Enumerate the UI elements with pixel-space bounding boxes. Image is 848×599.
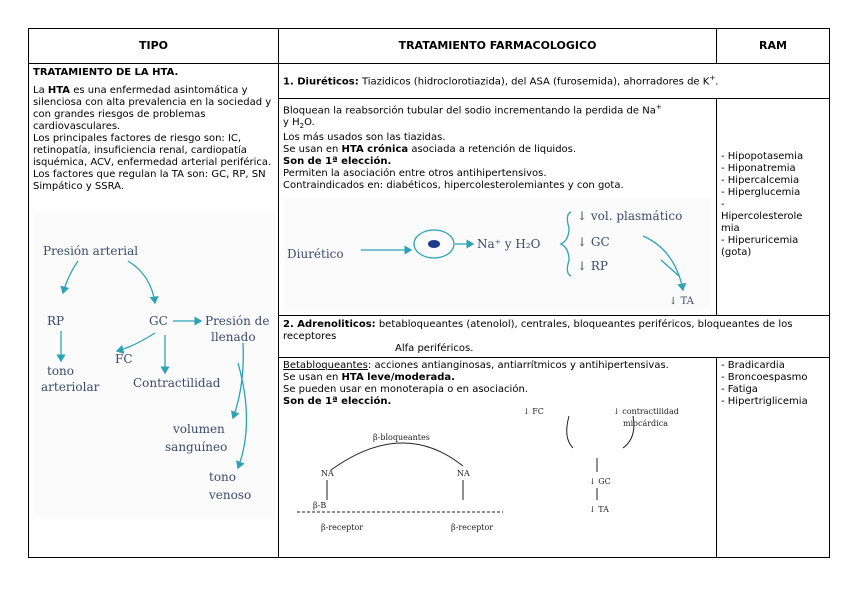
sketch-volumen-2: sanguíneo — [165, 440, 228, 454]
sketch-contractilidad: Contractilidad — [133, 376, 221, 390]
diureticos-line-5: Son de 1ª elección. — [283, 156, 392, 168]
diureticos-body — [279, 99, 717, 316]
diureticos-line-6: Permiten la asociación entre otros antihipertensivos. — [283, 168, 547, 180]
adrenoliticos-ram — [717, 358, 830, 558]
diuretic-sketch — [283, 198, 711, 310]
sketch-contractilidad-1: ↓ contractilidad — [613, 408, 679, 416]
tipo-title: TRATAMIENTO DE LA HTA. — [33, 67, 179, 78]
header-tratamiento: TRATAMIENTO FARMACOLOGICO — [279, 29, 717, 64]
sketch-presion-arterial: Presión arterial — [43, 244, 139, 258]
tipo-paragraph-2: Los principales factores de riesgo son: IC, retinopatía, insuficiencia renal, cardiopatía isquémica, ACV, enfermedad arterial periférica. — [33, 133, 272, 168]
ram-item: - Fatiga — [721, 384, 758, 395]
tipo-paragraph-3: Los factores que regulan la TA son: GC, RP, SN Simpático y SSRA. — [33, 169, 266, 192]
sketch-na-left: NA — [321, 469, 334, 478]
ram-item: - Hiponatremia — [721, 163, 796, 174]
sketch-ta: ↓ TA — [669, 296, 694, 308]
sketch-tono-venoso-2: venoso — [209, 488, 252, 502]
adrenoliticos-line-2: Se usan en HTA leve/moderada. — [283, 372, 455, 383]
tipo-cell — [29, 64, 279, 558]
sketch-bb: β-B — [313, 501, 327, 510]
sketch-gc: GC — [149, 314, 168, 328]
sketch-vol-plasmatico: ↓ vol. plasmático — [577, 209, 683, 224]
sketch-na-right: NA — [457, 469, 470, 478]
diureticos-line-1: Bloquean la reabsorción tubular del sodio incrementando la perdida de Na+ — [283, 103, 662, 117]
sketch-tono-arteriolar-2: arteriolar — [41, 380, 100, 394]
tipo-paragraph-1: La HTA es una enfermedad asintomática y silenciosa con alta prevalencia en la sociedad y con grandes riesgos de problemas cardiovasculares. — [33, 85, 272, 132]
ram-item: - Hipercalcemia — [721, 175, 800, 186]
adrenoliticos-line-1: Betabloqueantes: acciones antianginosas, antiarrítmicos y antihipertensivas. — [283, 360, 669, 371]
header-tipo: TIPO — [29, 29, 279, 64]
blood-pressure-sketch — [33, 213, 275, 518]
sketch-rp: RP — [47, 314, 65, 328]
row-diureticos-heading — [29, 64, 830, 99]
sketch-gc: ↓ GC — [589, 477, 611, 486]
adrenoliticos-body — [279, 358, 717, 558]
ram-item: (gota) — [721, 247, 752, 258]
sketch-b-receptor-left: β-receptor — [321, 523, 364, 532]
ram-item: - — [721, 199, 725, 210]
diureticos-heading: 1. Diuréticos: Tiazidicos (hidroclorotiazida), del ASA (furosemida), ahorradores de K+. — [279, 64, 830, 99]
sketch-rp: ↓ RP — [577, 259, 608, 274]
sketch-tono-venoso-1: tono — [209, 470, 236, 484]
diureticos-line-4: Se usan en HTA crónica asociada a retención de liquidos. — [283, 144, 577, 156]
ram-item: - Broncoespasmo — [721, 372, 808, 383]
adrenoliticos-line-3: Se pueden usar en monoterapia o en asociación. — [283, 384, 528, 395]
sketch-fc: ↓ FC — [523, 408, 544, 416]
ram-item: mia — [721, 223, 740, 234]
sketch-b-bloqueantes: β-bloqueantes — [373, 433, 430, 442]
ram-item: - Hiperuricemia — [721, 235, 799, 246]
sketch-gc: ↓ GC — [577, 235, 610, 250]
sketch-fc: FC — [115, 352, 133, 366]
diureticos-line-7: Contraindicados en: diabéticos, hipercolesterolemiantes y con gota. — [283, 180, 624, 192]
ram-item: - Bradicardia — [721, 360, 785, 371]
betablocker-sketch — [283, 408, 711, 546]
sketch-b-receptor-right: β-receptor — [451, 523, 494, 532]
treatment-table — [28, 28, 830, 558]
sketch-contractilidad-2: miocárdica — [623, 419, 668, 428]
adrenoliticos-heading: 2. Adrenoliticos: betabloqueantes (atenolol), centrales, bloqueantes periféricos, bloqueantes de los receptores Alfa periféricos. — [279, 316, 830, 358]
adrenoliticos-line-4: Son de 1ª elección. — [283, 396, 392, 407]
header-row — [29, 29, 830, 64]
sketch-presion-llenado-2: llenado — [211, 330, 256, 344]
ram-item: - Hipopotasemia — [721, 151, 804, 162]
ram-item: - Hiperglucemia — [721, 187, 801, 198]
document-page — [28, 28, 829, 567]
ram-item: Hipercolesterole — [721, 211, 803, 222]
diureticos-line-2: y $H_2O$. — [283, 117, 315, 131]
sketch-volumen-1: volumen — [173, 422, 225, 436]
diureticos-line-3: Los más usados son las tiazidas. — [283, 132, 446, 144]
ram-item: - Hipertriglicemia — [721, 396, 808, 407]
sketch-tono-arteriolar-1: tono — [47, 364, 74, 378]
sketch-presion-llenado-1: Presión de — [205, 314, 270, 328]
sketch-ta: ↓ TA — [589, 505, 609, 514]
sketch-diuretico: Diurético — [287, 247, 344, 262]
sketch-na-h2o: Na⁺ y H₂O — [477, 237, 541, 252]
header-ram: RAM — [717, 29, 830, 64]
diureticos-ram — [717, 99, 830, 316]
